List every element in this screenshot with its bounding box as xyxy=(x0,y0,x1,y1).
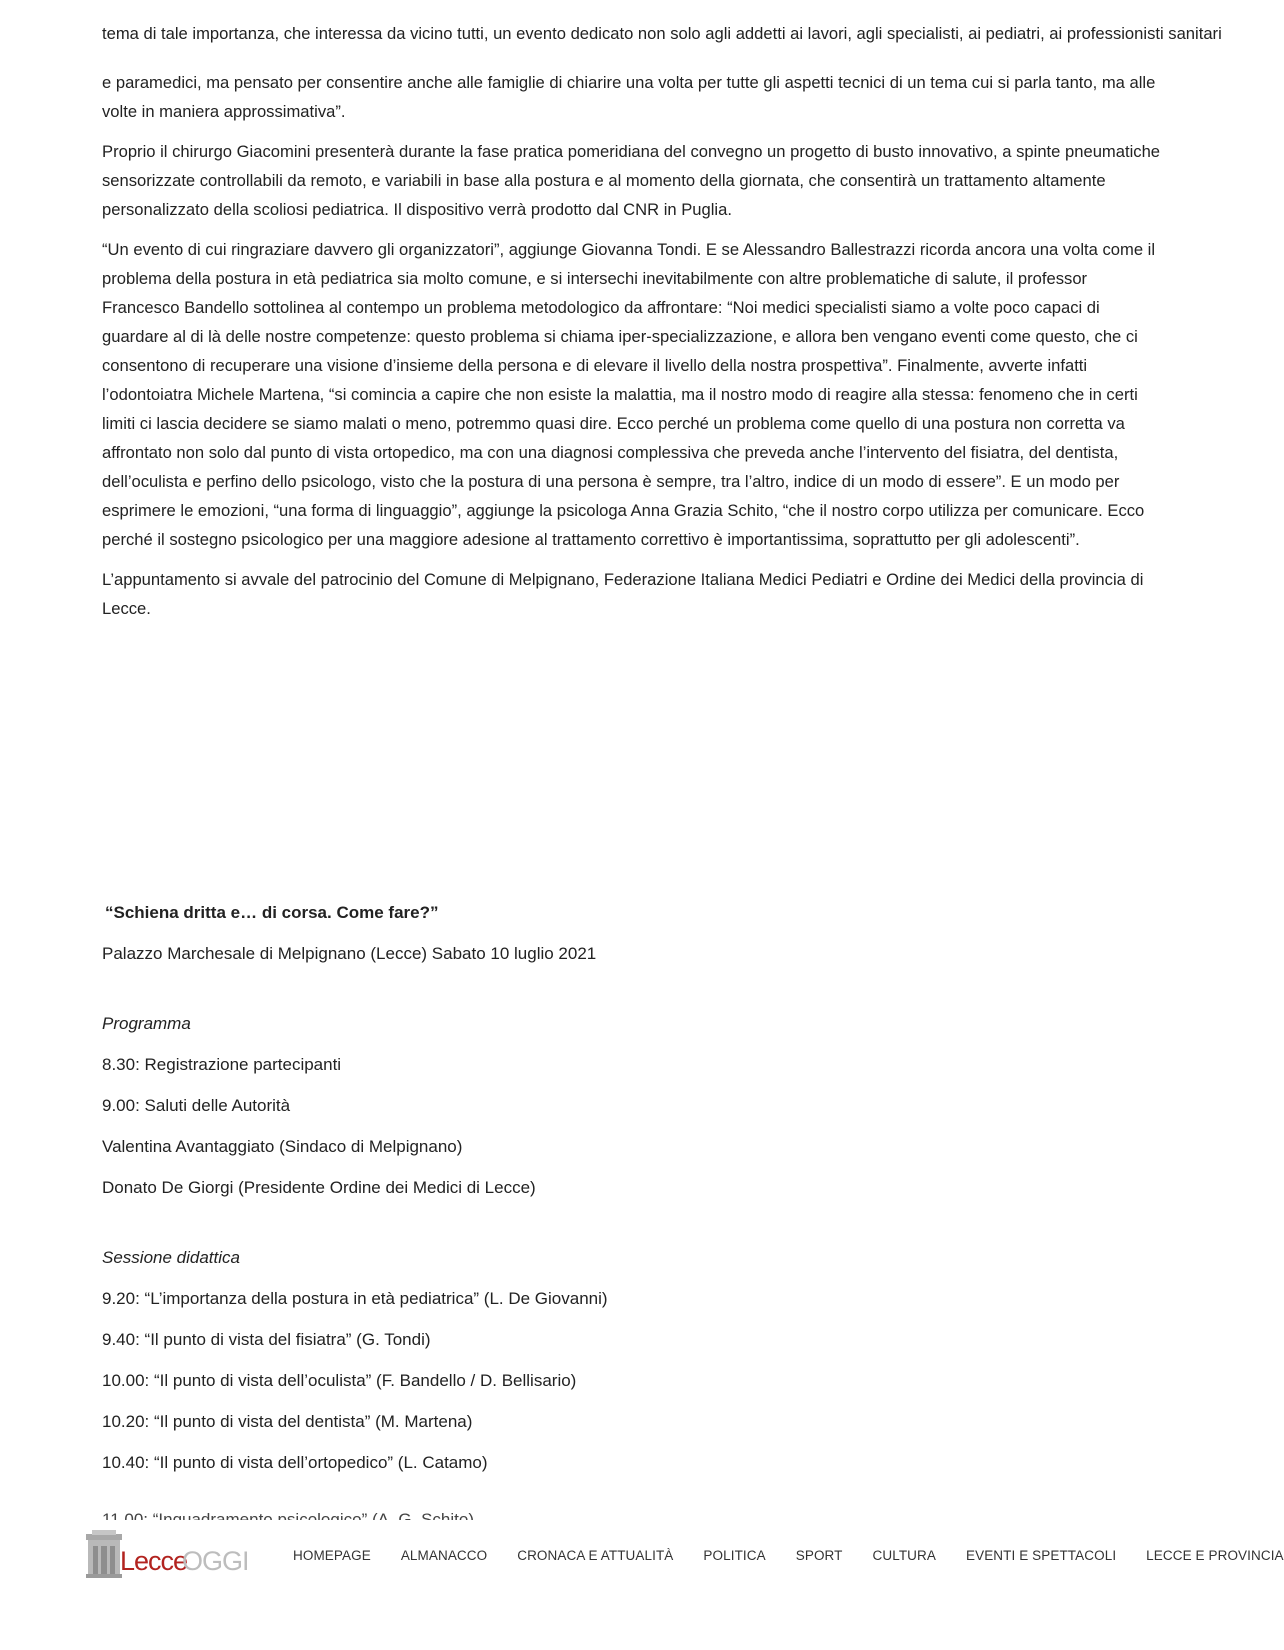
article-cut-line xyxy=(102,24,1222,50)
program-title: “Schiena dritta e… di corsa. Come fare?” xyxy=(105,903,439,922)
program-item: 9.40: “Il punto di vista del fisiatra” (G. Tondi) xyxy=(102,1330,431,1349)
spacer xyxy=(102,1214,1162,1243)
spacer xyxy=(102,980,1162,1009)
logo-text-oggi: OGGI xyxy=(182,1546,249,1576)
program-item: Valentina Avantaggiato (Sindaco di Melpignano) xyxy=(102,1137,463,1156)
article-body xyxy=(102,68,1162,634)
nav-item-cultura[interactable]: CULTURA xyxy=(872,1547,936,1563)
nav-item-homepage[interactable]: HOMEPAGE xyxy=(293,1547,371,1563)
program-item: 9.20: “L’importanza della postura in età pediatrica” (L. De Giovanni) xyxy=(102,1289,608,1308)
program-venue-date: Palazzo Marchesale di Melpignano (Lecce) Sabato 10 luglio 2021 xyxy=(102,944,597,963)
nav-item-almanacco[interactable]: ALMANACCO xyxy=(400,1547,488,1563)
program-item: 10.40: “Il punto di vista dell’ortopedico” (L. Catamo) xyxy=(102,1453,488,1472)
nav-menu xyxy=(293,1520,1284,1590)
program-section-label: Sessione didattica xyxy=(102,1248,240,1267)
building-icon xyxy=(86,1528,122,1578)
article-cut-line-text: tema di tale importanza, che interessa da vicino tutti, un evento dedicato non solo agli addetti ai lavori, agli specialisti, ai pediatri, ai professionisti sanitari xyxy=(102,24,1222,43)
bottom-navbar xyxy=(0,1520,1284,1590)
program-item-partial xyxy=(102,1506,702,1520)
logo-text-lecce: Lecce xyxy=(120,1546,188,1576)
article-paragraph: “Un evento di cui ringraziare davvero gli organizzatori”, aggiunge Giovanna Tondi. E se Alessandro Ballestrazzi ricorda ancora una volta come il problema della postura in età pediatrica sia molto comune, e si intersechi inevitabilmente con altre problematiche di salute, il professor Francesco Bandello sottolinea al contempo un problema metodologico da affrontare: “Noi medici specialisti siamo a volte poco capaci di guardare al di là delle nostre competenze: questo problema si chiama iper-specializzazione, e allora ben vengano eventi come questo, che ci consentono di recuperare una visione d’insieme della persona e di elevare il livello della nostra prospettiva”. Finalmente, avverte infatti l’odontoiatra Michele Martena, “si comincia a capire che non esiste la malattia, ma il nostro modo di reagire alla stessa: fenomeno che in certi limiti ci lascia decidere se siamo malati o meno, potremmo quasi dire. Ecco perché un problema come quello di una postura non corretta va affrontato non solo dal punto di vista ortopedico, ma con una diagnosi complessiva che preveda anche l’intervento del fisiatra, del dentista, dell’oculista e perfino dello psicologo, visto che la postura di una persona è sempre, tra l’altro, indice di un modo di essere”. E un modo per esprimere le emozioni, “una forma di linguaggio”, aggiunge la psicologa Anna Grazia Schito, “che il nostro corpo utilizza per comunicare. Ecco perché il sostegno psicologico per una maggiore adesione al trattamento correttivo è importantissima, soprattutto per gli adolescenti”. xyxy=(102,240,1156,549)
site-logo[interactable] xyxy=(86,1528,249,1580)
nav-item-politica[interactable]: POLITICA xyxy=(703,1547,766,1563)
program-item: 10.20: “Il punto di vista del dentista” (M. Martena) xyxy=(102,1412,473,1431)
program-item: Donato De Giorgi (Presidente Ordine dei Medici di Lecce) xyxy=(102,1178,536,1197)
nav-item-eventi[interactable]: EVENTI E SPETTACOLI xyxy=(965,1547,1117,1563)
nav-item-sport[interactable]: SPORT xyxy=(795,1547,843,1563)
program-item: 10.00: “Il punto di vista dell’oculista” (F. Bandello / D. Bellisario) xyxy=(102,1371,577,1390)
program-section-label: Programma xyxy=(102,1014,191,1033)
article-paragraph: Proprio il chirurgo Giacomini presenterà durante la fase pratica pomeridiana del convegno un progetto di busto innovativo, a spinte pneumatiche sensorizzate controllabili da remoto, e variabili in base alla postura e al momento della giornata, che consentirà un trattamento altamente personalizzato della scoliosi pediatrica. Il dispositivo verrà prodotto dal CNR in Puglia. xyxy=(102,142,1161,219)
article-paragraph: e paramedici, ma pensato per consentire anche alle famiglie di chiarire una volta per tutte gli aspetti tecnici di un tema cui si parla tanto, ma alle volte in maniera approssimativa”. xyxy=(102,73,1156,121)
article-paragraph: L’appuntamento si avvale del patrocinio del Comune di Melpignano, Federazione Italiana Medici Pediatri e Ordine dei Medici della provincia di Lecce. xyxy=(102,570,1144,618)
program-item: 8.30: Registrazione partecipanti xyxy=(102,1055,342,1074)
event-program xyxy=(102,898,1162,1489)
nav-item-lecce-provincia[interactable]: LECCE E PROVINCIA xyxy=(1146,1547,1284,1563)
program-item: 9.00: Saluti delle Autorità xyxy=(102,1096,291,1115)
nav-item-cronaca[interactable]: CRONACA E ATTUALITÀ xyxy=(517,1547,674,1563)
